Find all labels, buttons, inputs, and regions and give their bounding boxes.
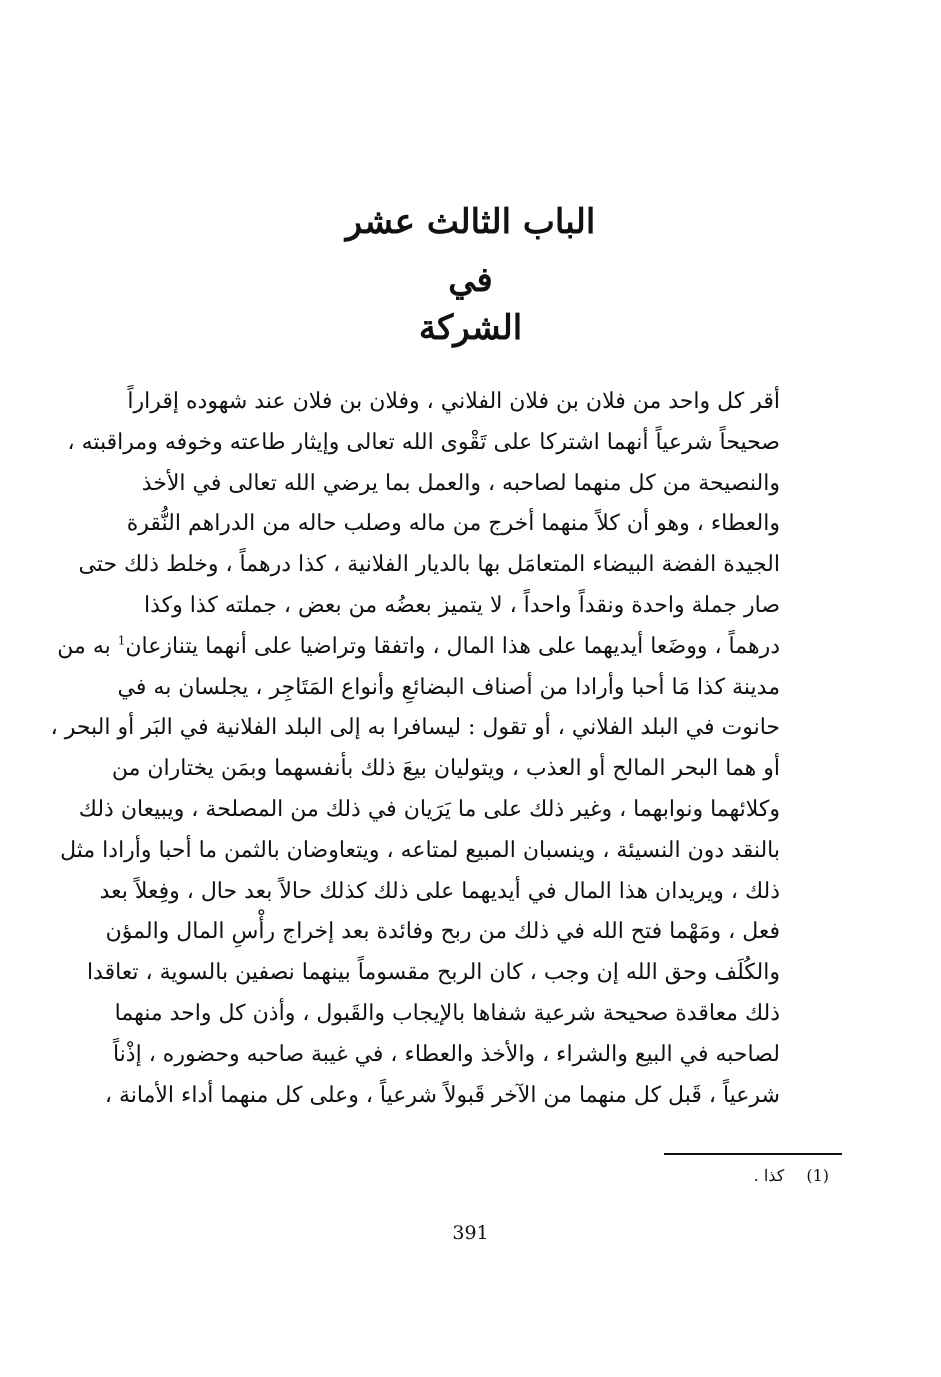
text-line: الجيدة الفضة البيضاء المتعامَل بها بالديار الفلانية ، كذا درهماً ، وخلط ذلك حتى <box>78 552 780 578</box>
text-line: شرعياً ، قَبل كل منهما من الآخر قَبولاً شرعياً ، وعلى كل منهما أداء الأمانة ، <box>104 1082 780 1108</box>
text-line-part: درهماً ، ووضَعا أيديهما على هذا المال ، واتفقا وتراضيا على أنهما يتنازعان <box>125 633 780 659</box>
page-number: 391 <box>452 1222 489 1244</box>
text-line: صار جملة واحدة ونقداً واحداً ، لا يتميز بعضُه من بعض ، جملته كذا وكذا <box>143 592 780 618</box>
text-line-part: به من <box>57 633 111 659</box>
text-line: أقر كل واحد من فلان بن فلان الفلاني ، وفلان بن فلان عند شهوده إقراراً <box>127 389 780 414</box>
footnote-number: (1) <box>806 1166 829 1185</box>
text-line: وكلائهما ونوابهما ، وغير ذلك على ما يَرَيان في ذلك من المصلحة ، ويبيعان ذلك <box>78 796 780 822</box>
text-line: بالنقد دون النسيئة ، وينسبان المبيع لمتاعه ، ويتعاوضان بالثمن ما أحبا وأرادا مثل <box>60 837 780 863</box>
text-line: والنصيحة من كل منهما لصاحبه ، والعمل بما يرضي الله تعالى في الأخذ <box>141 470 780 496</box>
chapter-title-connector: في <box>448 260 493 300</box>
text-line: لصاحبه في البيع والشراء ، والأخذ والعطاء ، في غيبة صاحبه وحضوره ، إذْناً <box>112 1041 780 1067</box>
footnote <box>754 1166 829 1185</box>
text-line-with-footnote-ref <box>57 627 780 668</box>
text-line: والعطاء ، وهو أن كلاً منهما أخرج من ماله وصلب حاله من الدراهم النُّقرة <box>126 511 780 537</box>
footnote-divider <box>664 1153 842 1155</box>
text-line: مدينة كذا مَا أحبا وأرادا من أصناف البضائعِ وأنواع المَتَاجِر ، يجلسان به في <box>117 674 780 700</box>
text-line: صحيحاً شرعياً أنهما اشتركا على تَقْوى الله تعالى وإيثار طاعته وخوفه ومراقبته ، <box>67 429 780 455</box>
footnote-marker: 1 <box>117 633 126 648</box>
chapter-subject: الشركة <box>418 308 523 348</box>
text-line: أو هما البحر المالح أو العذب ، ويتوليان بيعَ ذلك بأنفسهما وبمَن يختاران من <box>111 756 780 782</box>
text-line: ذلك معاقدة صحيحة شرعية شفاها بالإيجاب والقَبول ، وأذن كل واحد منهما <box>114 1000 780 1026</box>
text-line: فعل ، ومَهْما فتح الله في ذلك من ربح وفائدة بعد إخراج رأْسِ المال والمؤن <box>105 919 780 945</box>
chapter-title: الباب الثالث عشر <box>345 202 596 242</box>
body-paragraph <box>50 382 780 1116</box>
text-line: حانوت في البلد الفلاني ، أو تقول : ليسافرا به إلى البلد الفلانية في البَر أو البحر ، <box>50 715 780 741</box>
text-line: والكُلَف وحق الله إن وجب ، كان الربح مقسوماً بينهما نصفين بالسوية ، تعاقدا <box>86 960 780 986</box>
text-line: ذلك ، ويريدان هذا المال في أيديهما على ذلك كذلك حالاً بعد حال ، وفِعلاً بعد <box>99 878 780 904</box>
footnote-text: كذا . <box>753 1166 785 1185</box>
